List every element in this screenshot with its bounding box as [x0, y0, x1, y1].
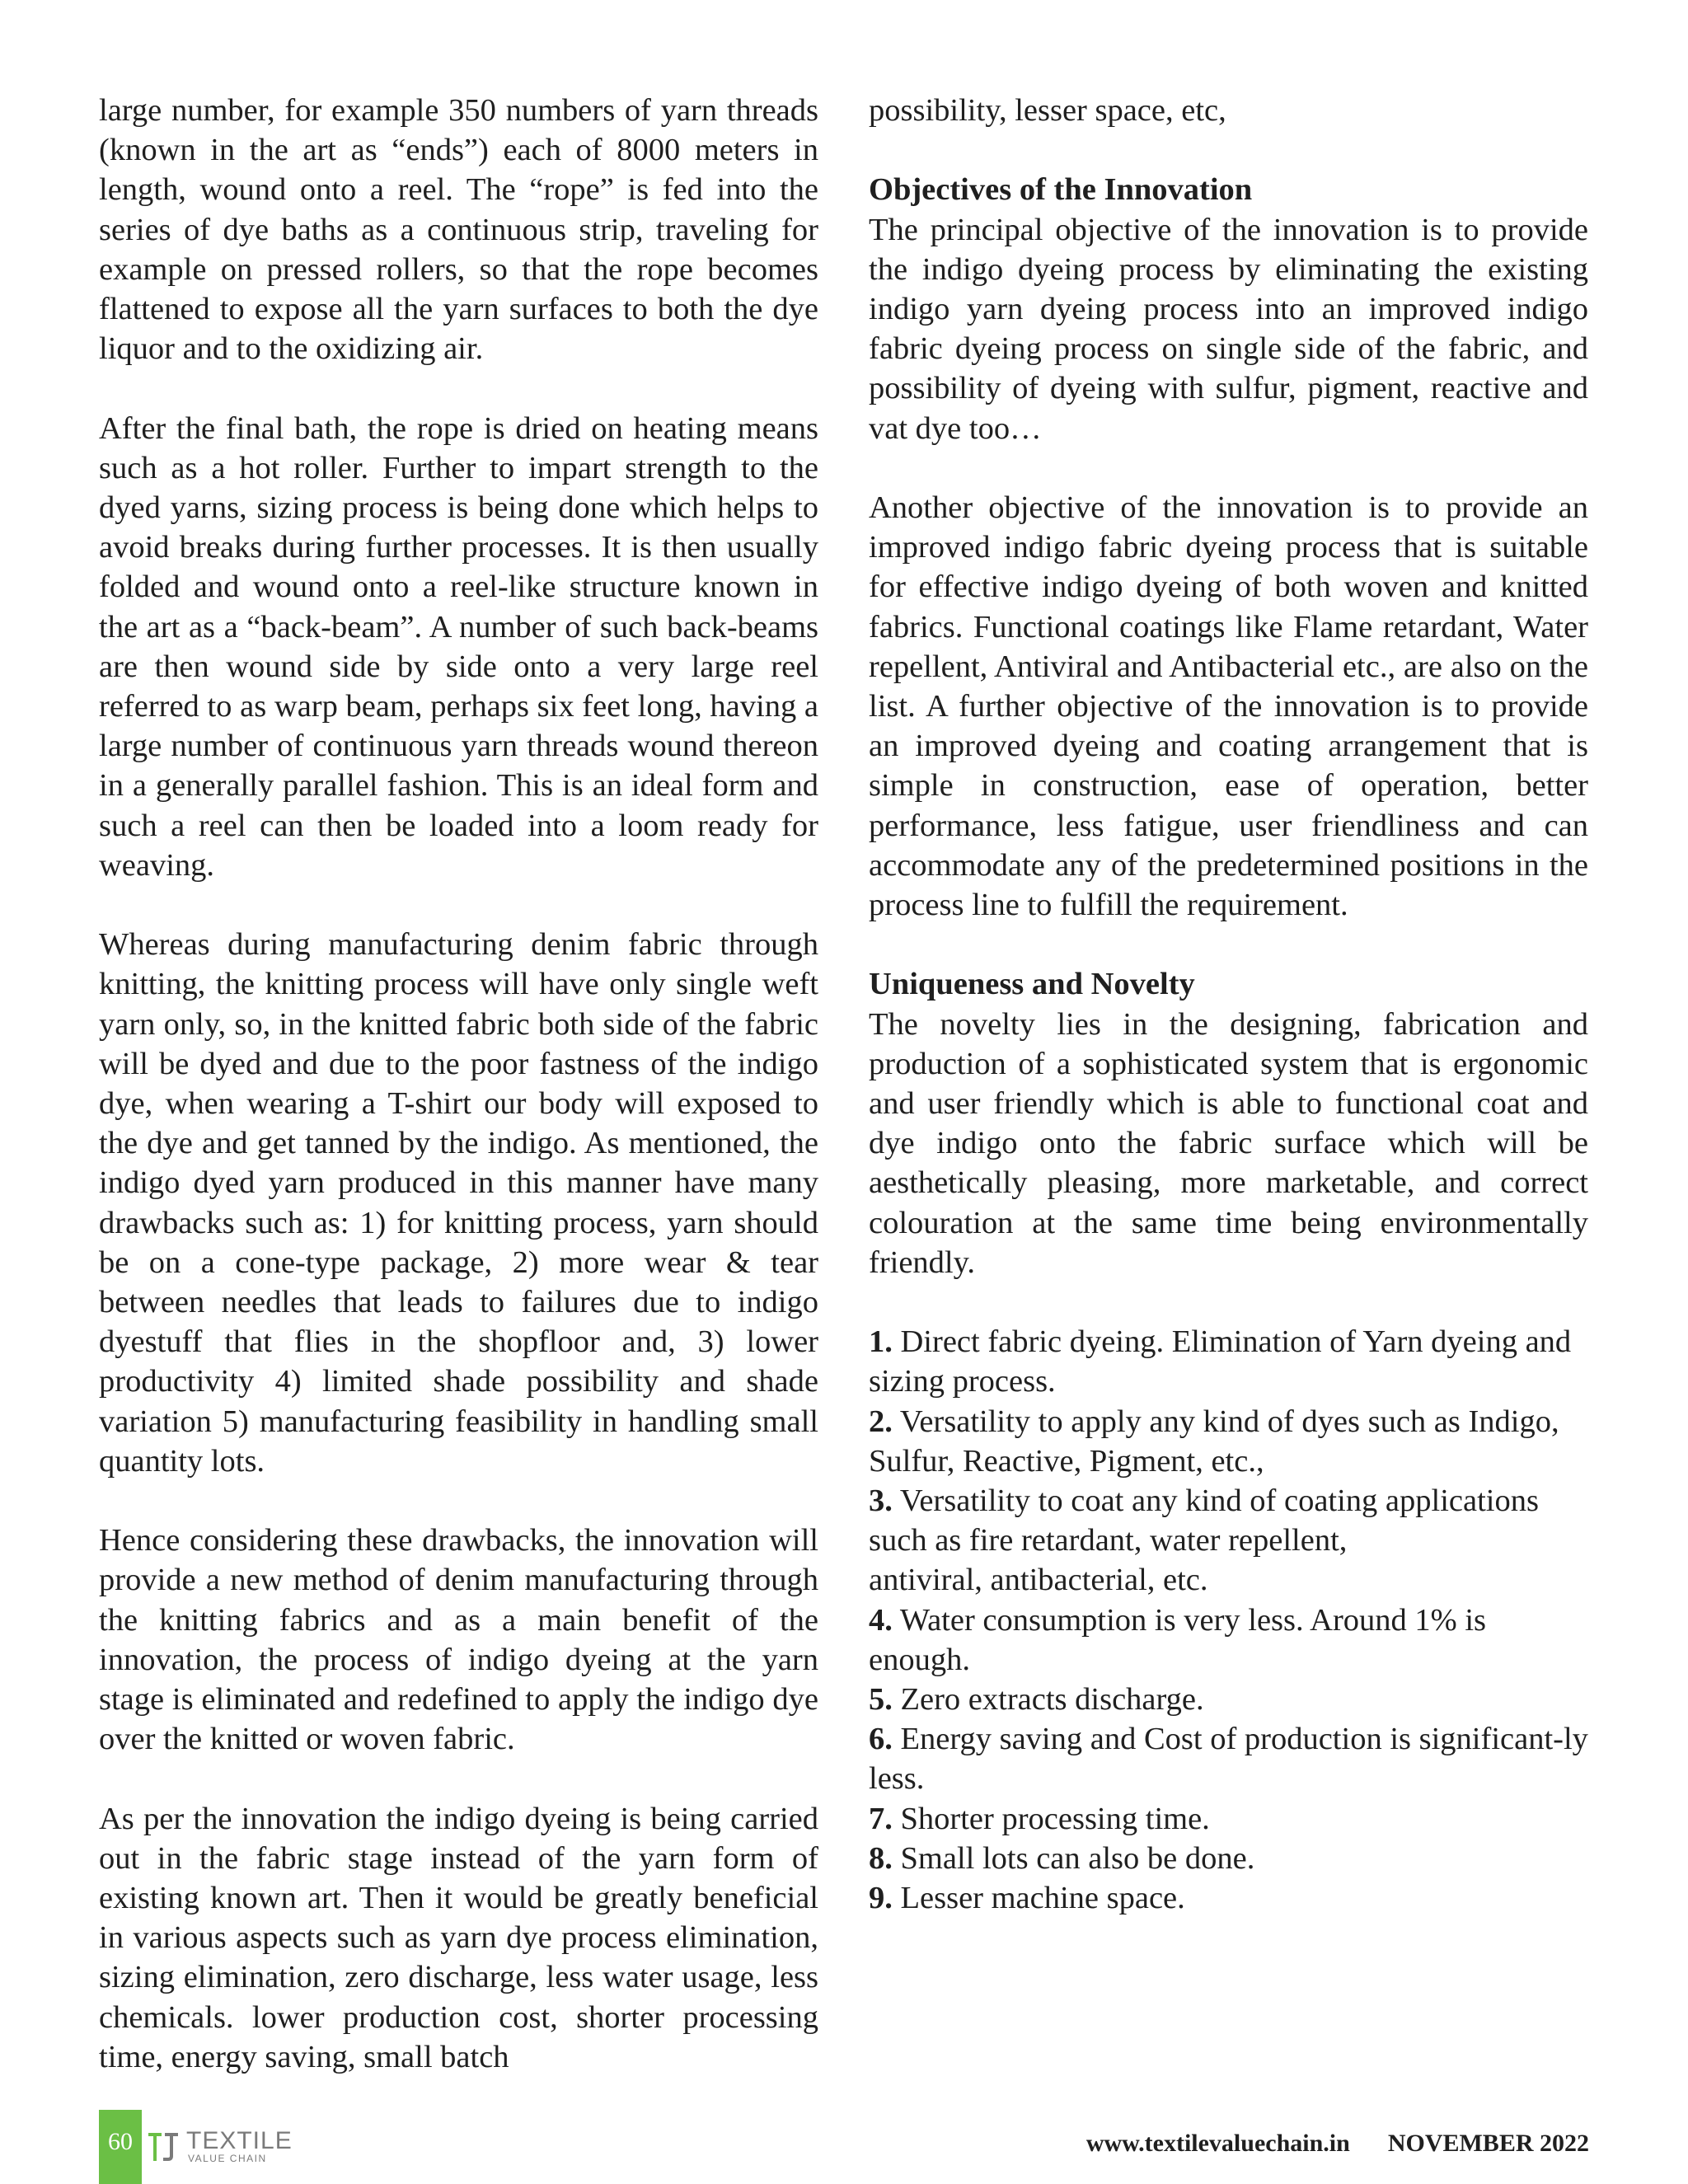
list-text: antiviral, antibacterial, etc.	[869, 1563, 1208, 1598]
list-text: Energy saving and Cost of production is significant-ly less.	[869, 1722, 1588, 1797]
paragraph: After the final bath, the rope is dried on heating means such as a hot roller. Further to impart strength to the dyed yarns, sizing process is being done which helps to avoid breaks during further processes. It is then usually folded and wound onto a reel-like structure known in the art as a “back-beam”. A number of such back-beams are then wound side by side onto a very large reel referred to as warp beam, perhaps six feet long, having a large number of continuous yarn threads wound thereon in a generally parallel fashion. This is an ideal form and such a reel can then be loaded into a loom ready for weaving.	[99, 410, 818, 883]
list-number: 4.	[869, 1602, 893, 1638]
issue-date: NOVEMBER 2022	[1387, 2130, 1589, 2157]
list-item	[869, 1878, 1588, 1918]
list-text: Versatility to apply any kind of dyes such as Indigo, Sulfur, Reactive, Pigment, etc.,	[869, 1404, 1559, 1479]
list-text: Shorter processing time.	[900, 1801, 1210, 1836]
list-item	[869, 1481, 1588, 1601]
logo-mark-icon	[145, 2128, 181, 2166]
list-text: Versatility to coat any kind of coating applications such as fire retardant, water repellent,	[869, 1483, 1539, 1558]
paragraph: Hence considering these drawbacks, the innovation will provide a new method of denim manufacturing through the knitting fabrics and as a main benefit of the innovation, the process of indigo dyeing at the yarn stage is eliminated and redefined to apply the indigo dye over the knitted or woven fabric.	[99, 1523, 818, 1757]
website-url: www.textilevaluechain.in	[1085, 2130, 1350, 2157]
list-number: 5.	[869, 1682, 893, 1718]
page-number-tab	[99, 2110, 142, 2184]
list-number: 3.	[869, 1483, 893, 1519]
list-number: 8.	[869, 1840, 893, 1876]
paragraph: Another objective of the innovation is to provide an improved indigo fabric dyeing process that is suitable for effective indigo dyeing of both woven and knitted fabrics. Functional coatings like Flame retardant, Water repellent, Antiviral and Antibacterial etc., are also on the list. A further objective of the innovation is to provide an improved dyeing and coating arrangement that is simple in construction, ease of operation, better performance, less fatigue, user friendliness and can accommodate any of the predetermined positions in the process line to fulfill the requirement.	[869, 490, 1588, 923]
logo-text: TEXTILE	[186, 2127, 293, 2154]
list-text: Lesser machine space.	[900, 1881, 1185, 1916]
list-number: 6.	[869, 1722, 893, 1757]
list-number: 7.	[869, 1801, 893, 1836]
list-item	[869, 1601, 1588, 1680]
list-text: Small lots can also be done.	[900, 1840, 1255, 1876]
paragraph: Whereas during manufacturing denim fabric through knitting, the knitting process will have only single weft yarn only, so, in the knitted fabric both side of the fabric will be dyed and due to the poor fastness of the indigo dye, when wearing a T-shirt our body will exposed to the dye and get tanned by the indigo. As mentioned, the indigo dyed yarn produced in this manner have many drawbacks such as: 1) for knitting process, yarn should be on a cone-type package, 2) more wear & tear between needles that leads to failures due to indigo dyestuff that flies in the shopfloor and, 3) lower productivity 4) limited shade possibility and shade variation 5) manufacturing feasibility in handling small quantity lots.	[99, 927, 818, 1479]
paragraph: The principal objective of the innovation is to provide the indigo dyeing process by eliminating the existing indigo yarn dyeing process into an improved indigo fabric dyeing process on single side of the fabric, and possibility of dyeing with sulfur, pigment, reactive and vat dye too…	[869, 212, 1588, 446]
list-item	[869, 1402, 1588, 1481]
list-text: Zero extracts discharge.	[900, 1682, 1204, 1718]
list-item	[869, 1322, 1588, 1401]
footer-info	[1086, 2130, 1589, 2158]
list-item	[869, 1799, 1588, 1839]
list-item	[869, 1839, 1588, 1878]
logo-subtext: VALUE CHAIN	[188, 2153, 267, 2164]
list-item	[869, 1719, 1588, 1798]
paragraph: large number, for example 350 numbers of yarn threads (known in the art as “ends”) each of 8000 meters in length, wound onto a reel. The “rope” is fed into the series of dye baths as a continuous strip, traveling for example on pressed rollers, so that the rope becomes flattened to expose all the yarn surfaces to both the dye liquor and to the oxidizing air.	[99, 93, 818, 367]
paragraph: The novelty lies in the designing, fabrication and production of a sophisticated system that is ergonomic and user friendly which is able to functional coat and dye indigo onto the fabric surface which will be aesthetically pleasing, more marketable, and correct colouration at the same time being environmentally friendly.	[869, 1006, 1588, 1280]
page-footer	[0, 2110, 1688, 2184]
publication-logo	[145, 2128, 302, 2166]
list-number: 1.	[869, 1324, 893, 1360]
left-column	[99, 91, 818, 2077]
list-number: 9.	[869, 1881, 893, 1916]
section-heading-novelty: Uniqueness and Novelty	[869, 967, 1195, 1002]
paragraph: As per the innovation the indigo dyeing is being carried out in the fabric stage instead of the yarn form of existing known art. Then it would be greatly beneficial in various aspects such as yarn dye process elimination, sizing elimination, zero discharge, less water usage, less chemicals. lower production cost, shorter processing time, energy saving, small batch	[99, 1801, 818, 2074]
list-text: Direct fabric dyeing. Elimination of Yarn dyeing and sizing process.	[869, 1324, 1572, 1399]
list-item	[869, 1680, 1588, 1719]
list-number: 2.	[869, 1404, 893, 1439]
paragraph: possibility, lesser space, etc,	[869, 93, 1226, 128]
section-heading-objectives: Objectives of the Innovation	[869, 172, 1253, 208]
list-text: Water consumption is very less. Around 1% is enough.	[869, 1602, 1487, 1677]
page-number: 60	[108, 2128, 133, 2155]
right-column	[869, 91, 1588, 1918]
